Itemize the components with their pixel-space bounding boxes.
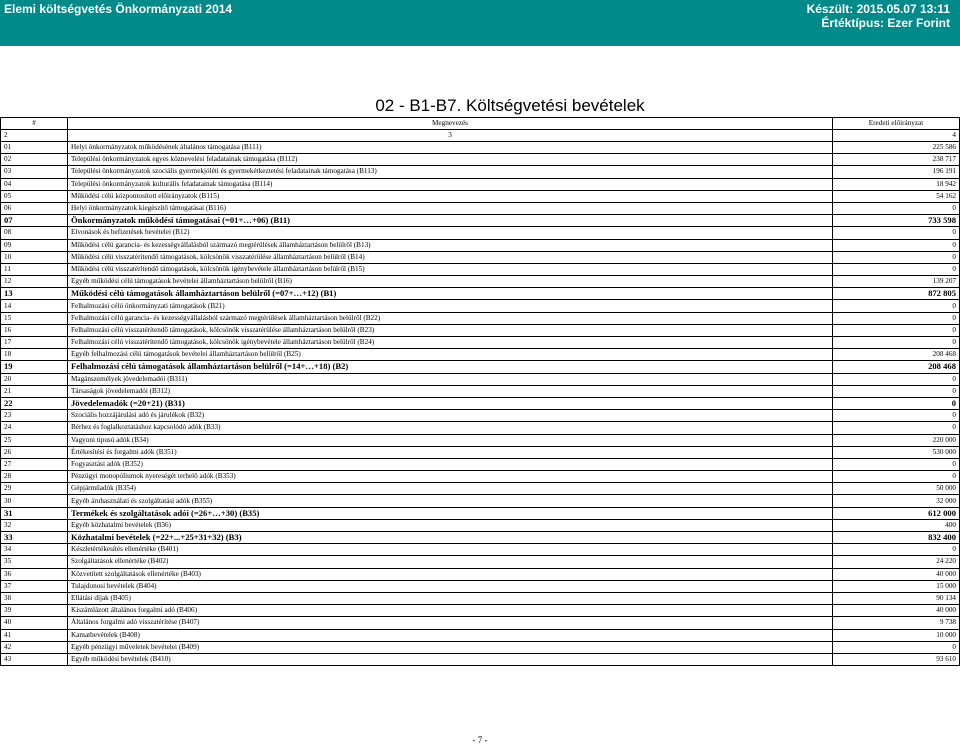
row-name: Kiszámlázott általános forgalmi adó (B406): [68, 605, 833, 617]
row-name: Magánszemélyek jövedelemadói (B311): [68, 373, 833, 385]
table-row: [1, 215, 960, 227]
row-value: 40 000: [833, 568, 960, 580]
row-number: 11: [1, 263, 68, 275]
revenue-table: [0, 117, 960, 666]
table-row: [1, 422, 960, 434]
row-number: 31: [1, 507, 68, 519]
row-number: 14: [1, 300, 68, 312]
row-name: Vagyoni tipusú adók (B34): [68, 434, 833, 446]
row-value: 0: [833, 544, 960, 556]
row-value: 0: [833, 227, 960, 239]
row-name: Települési önkormányzatok kulturális feladatainak támogatása (B114): [68, 178, 833, 190]
table-row: [1, 629, 960, 641]
row-value: 238 717: [833, 154, 960, 166]
row-value: 0: [833, 300, 960, 312]
row-value: 0: [833, 312, 960, 324]
row-value: 0: [833, 202, 960, 214]
row-value: 90 134: [833, 592, 960, 604]
table-row: [1, 544, 960, 556]
col-index-1: 2: [1, 130, 68, 142]
row-value: 139 207: [833, 276, 960, 288]
row-name: Készletértékesítés ellenértéke (B401): [68, 544, 833, 556]
row-value: 832 400: [833, 532, 960, 544]
row-value: 40 000: [833, 605, 960, 617]
row-number: 41: [1, 629, 68, 641]
row-name: Értékesítési és forgalmi adók (B351): [68, 446, 833, 458]
col-header-name: Megnevezés: [68, 118, 833, 130]
row-name: Felhalmozási célú visszatérítendő támogatások, kölcsönök visszatérülése államháztartáson belülről (B23): [68, 324, 833, 336]
row-number: 06: [1, 202, 68, 214]
row-name: Közhatalmi bevételek (=22+...+25+31+32) (B3): [68, 532, 833, 544]
row-value: 0: [833, 324, 960, 336]
table-title: 02 - B1-B7. Költségvetési bevételek: [375, 96, 645, 115]
row-value: 225 586: [833, 142, 960, 154]
row-number: 18: [1, 349, 68, 361]
row-number: 21: [1, 385, 68, 397]
col-header-value: Eredeti előirányzat: [833, 118, 960, 130]
table-row: [1, 592, 960, 604]
row-number: 29: [1, 483, 68, 495]
row-number: 37: [1, 580, 68, 592]
row-value: 196 191: [833, 166, 960, 178]
table-row: [1, 385, 960, 397]
row-name: Egyéb működési bevételek (B410): [68, 653, 833, 665]
row-number: 05: [1, 190, 68, 202]
row-number: 23: [1, 410, 68, 422]
table-row: [1, 605, 960, 617]
table-row: [1, 142, 960, 154]
row-value: 612 000: [833, 507, 960, 519]
table-row: [1, 471, 960, 483]
row-name: Helyi önkormányzatok kiegészítő támogatásai (B116): [68, 202, 833, 214]
row-name: Pénzügyi monopóliumok nyereségét terhelő adók (B353): [68, 471, 833, 483]
row-number: 28: [1, 471, 68, 483]
row-number: 01: [1, 142, 68, 154]
row-name: Egyéb áruhasználati és szolgáltatási adók (B355): [68, 495, 833, 507]
row-value: 0: [833, 641, 960, 653]
table-row: [1, 202, 960, 214]
row-value: 9 738: [833, 617, 960, 629]
row-name: Felhalmozási célú garancia- és kezességvállalásból származó megtérülések államháztartáson belülről (B22): [68, 312, 833, 324]
row-number: 39: [1, 605, 68, 617]
row-value: 50 000: [833, 483, 960, 495]
row-number: 22: [1, 397, 68, 409]
row-name: Felhalmozási célú támogatások államháztartáson belülről (=14+…+18) (B2): [68, 361, 833, 373]
row-name: Fogyasztási adók (B352): [68, 458, 833, 470]
table-row: [1, 434, 960, 446]
table-row: [1, 349, 960, 361]
row-number: 20: [1, 373, 68, 385]
row-number: 03: [1, 166, 68, 178]
row-number: 02: [1, 154, 68, 166]
row-value: 18 942: [833, 178, 960, 190]
row-number: 16: [1, 324, 68, 336]
row-number: 27: [1, 458, 68, 470]
row-number: 19: [1, 361, 68, 373]
row-name: Jövedelemadók (=20+21) (B31): [68, 397, 833, 409]
row-value: 32 000: [833, 495, 960, 507]
table-row: [1, 227, 960, 239]
row-name: Szociális hozzájárulási adó és járulékok (B32): [68, 410, 833, 422]
row-name: Termékek és szolgáltatások adói (=26+…+30) (B35): [68, 507, 833, 519]
row-number: 24: [1, 422, 68, 434]
row-number: 36: [1, 568, 68, 580]
table-row: [1, 532, 960, 544]
row-name: Működési célú támogatások államháztartáson belülről (=07+…+12) (B1): [68, 288, 833, 300]
report-title: Elemi költségvetés Önkormányzati 2014: [4, 2, 233, 16]
table-row: [1, 483, 960, 495]
row-value: 15 000: [833, 580, 960, 592]
row-number: 42: [1, 641, 68, 653]
row-number: 35: [1, 556, 68, 568]
created-timestamp: Készült: 2015.05.07 13:11: [806, 2, 950, 16]
col-index-3: 4: [833, 130, 960, 142]
row-value: 0: [833, 251, 960, 263]
row-number: 12: [1, 276, 68, 288]
row-number: 26: [1, 446, 68, 458]
row-value: 733 598: [833, 215, 960, 227]
row-number: 08: [1, 227, 68, 239]
row-name: Bérhez és foglalkoztatáshoz kapcsolódó adók (B33): [68, 422, 833, 434]
row-name: Kamatbevételek (B408): [68, 629, 833, 641]
row-number: 15: [1, 312, 68, 324]
row-name: Szolgáltatások ellenértéke (B402): [68, 556, 833, 568]
row-name: Egyéb felhalmozási célú támogatások bevételei államháztartáson belülről (B25): [68, 349, 833, 361]
row-number: 43: [1, 653, 68, 665]
table-row: [1, 324, 960, 336]
table-row: [1, 507, 960, 519]
row-value: 0: [833, 337, 960, 349]
row-value: 400: [833, 519, 960, 531]
row-value: 10 000: [833, 629, 960, 641]
row-name: Egyéb működési célú támogatások bevételei államháztartáson belülről (B16): [68, 276, 833, 288]
table-row: [1, 154, 960, 166]
table-row: [1, 361, 960, 373]
table-row: [1, 495, 960, 507]
table-row: [1, 556, 960, 568]
row-value: 93 610: [833, 653, 960, 665]
table-row: [1, 178, 960, 190]
row-value: 0: [833, 385, 960, 397]
row-name: Önkormányzatok működési támogatásai (=01+…+06) (B11): [68, 215, 833, 227]
row-value: 0: [833, 458, 960, 470]
table-row: [1, 373, 960, 385]
row-value: 24 220: [833, 556, 960, 568]
report-header-bar: [0, 0, 960, 46]
row-name: Működési célú garancia- és kezességvállalásból származó megtérülések államháztartáson belülről (B13): [68, 239, 833, 251]
table-row: [1, 312, 960, 324]
row-number: 40: [1, 617, 68, 629]
row-name: Egyéb közhatalmi bevételek (B36): [68, 519, 833, 531]
row-name: Gépjárműadók (B354): [68, 483, 833, 495]
row-name: Elvonások és befizetések bevételei (B12): [68, 227, 833, 239]
row-name: Települési önkormányzatok egyes köznevelési feladatainak támogatása (B112): [68, 154, 833, 166]
row-value: 872 805: [833, 288, 960, 300]
row-name: Tulajdonosi bevételek (B404): [68, 580, 833, 592]
row-name: Működési célú visszatérítendő támogatások, kölcsönök igénybevétele államháztartáson belülről (B15): [68, 263, 833, 275]
table-row: [1, 166, 960, 178]
row-number: 25: [1, 434, 68, 446]
table-row: [1, 300, 960, 312]
row-name: Működési célú központosított előirányzatok (B115): [68, 190, 833, 202]
table-row: [1, 568, 960, 580]
row-number: 10: [1, 251, 68, 263]
row-name: Helyi önkormányzatok működésének általános támogatása (B111): [68, 142, 833, 154]
row-value: 0: [833, 397, 960, 409]
table-row: [1, 519, 960, 531]
table-row: [1, 580, 960, 592]
col-index-2: 3: [68, 130, 833, 142]
table-row: [1, 288, 960, 300]
row-number: 04: [1, 178, 68, 190]
row-name: Ellátási díjak (B405): [68, 592, 833, 604]
table-row: [1, 410, 960, 422]
table-row: [1, 263, 960, 275]
row-number: 17: [1, 337, 68, 349]
table-row: [1, 458, 960, 470]
row-value: 530 000: [833, 446, 960, 458]
table-row: [1, 653, 960, 665]
row-value: 208 468: [833, 361, 960, 373]
row-number: 13: [1, 288, 68, 300]
row-value: 220 000: [833, 434, 960, 446]
page-number: - 7 -: [472, 735, 488, 745]
row-value: 0: [833, 263, 960, 275]
row-value: 0: [833, 373, 960, 385]
row-value: 208 468: [833, 349, 960, 361]
table-row: [1, 276, 960, 288]
row-value: 0: [833, 239, 960, 251]
table-row: [1, 641, 960, 653]
row-value: 0: [833, 471, 960, 483]
value-type-label: Értéktípus: Ezer Forint: [821, 16, 950, 30]
row-name: Közvetített szolgáltatások ellenértéke (B403): [68, 568, 833, 580]
row-name: Települési önkormányzatok szociális gyermekjóléti és gyermekétkeztetési feladatainak támogatása (B113): [68, 166, 833, 178]
table-row: [1, 337, 960, 349]
header-row: [1, 118, 960, 130]
table-row: [1, 446, 960, 458]
row-name: Egyéb pénzügyi műveletek bevételei (B409): [68, 641, 833, 653]
row-number: 07: [1, 215, 68, 227]
row-number: 38: [1, 592, 68, 604]
table-row: [1, 190, 960, 202]
row-name: Általános forgalmi adó visszatérítése (B407): [68, 617, 833, 629]
row-name: Felhalmozási célú visszatérítendő támogatások, kölcsönök igénybevétele államháztartáson belülről (B24): [68, 337, 833, 349]
col-header-number: #: [1, 118, 68, 130]
row-value: 0: [833, 422, 960, 434]
row-value: 0: [833, 410, 960, 422]
table-row: [1, 397, 960, 409]
table-row: [1, 239, 960, 251]
column-number-row: [1, 130, 960, 142]
row-number: 09: [1, 239, 68, 251]
row-name: Működési célú visszatérítendő támogatások, kölcsönök visszatérülése államháztartáson belülről (B14): [68, 251, 833, 263]
row-name: Társaságok jövedelemadói (B312): [68, 385, 833, 397]
row-number: 30: [1, 495, 68, 507]
row-value: 54 162: [833, 190, 960, 202]
row-name: Felhalmozási célú önkormányzati támogatások (B21): [68, 300, 833, 312]
row-number: 33: [1, 532, 68, 544]
table-row: [1, 617, 960, 629]
table-row: [1, 251, 960, 263]
row-number: 32: [1, 519, 68, 531]
row-number: 34: [1, 544, 68, 556]
